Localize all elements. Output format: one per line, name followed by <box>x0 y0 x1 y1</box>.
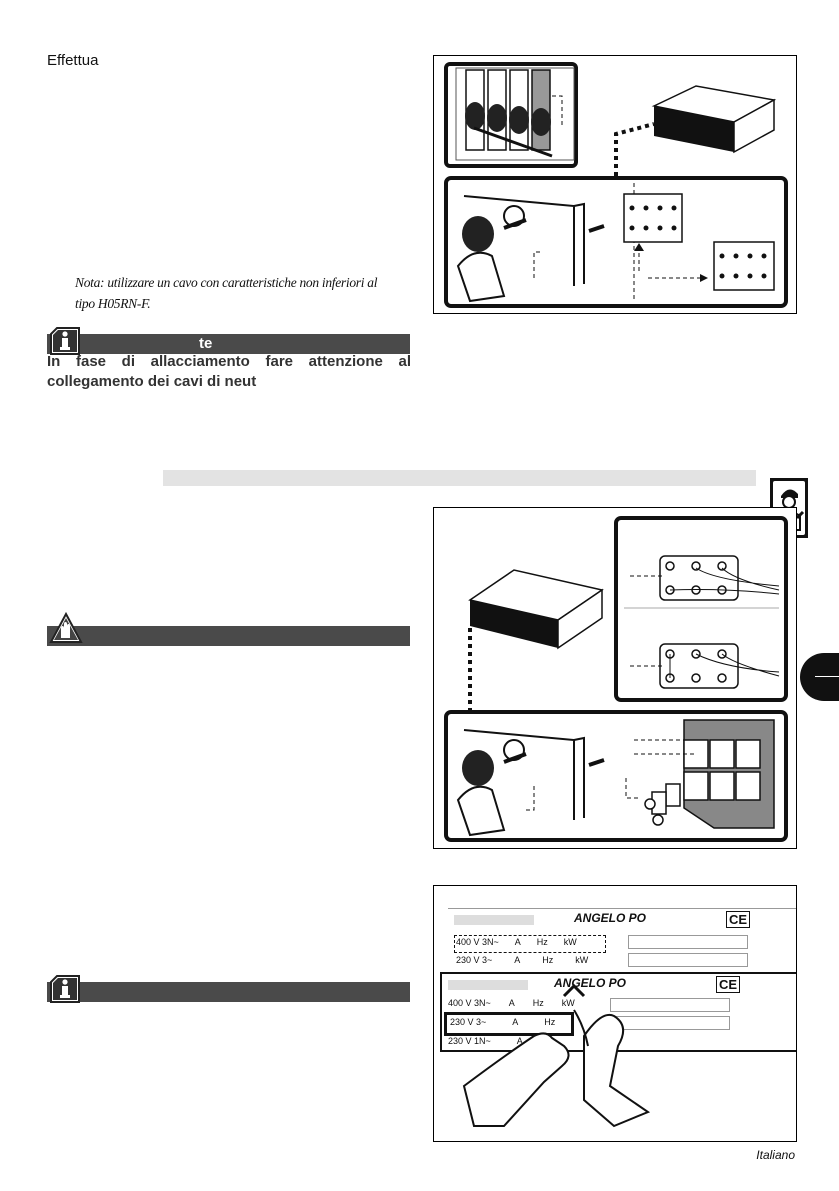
important-text <box>47 352 411 392</box>
figure-power-connection <box>433 55 797 314</box>
brand-logo: ANGELO PO <box>554 976 627 990</box>
footer-language: Italiano <box>756 1148 795 1162</box>
hands-drawing <box>434 886 796 1141</box>
figure-1-drawing <box>434 56 796 313</box>
note-line-2: tipo H05RN-F. <box>75 296 151 311</box>
figure-terminal-board <box>433 507 797 849</box>
intro-text: Effettua <box>47 52 99 69</box>
ce-mark: CE <box>726 911 750 928</box>
important-line-1: In fase di allacciamento fare attenzione al <box>47 353 411 370</box>
important-bar <box>47 334 410 354</box>
tab-line <box>815 676 839 677</box>
brand-logo: ANGELO PO <box>574 911 647 925</box>
section-heading-band <box>163 470 756 486</box>
info-icon <box>49 974 81 1004</box>
info-bar <box>47 982 410 1002</box>
plate-row-a: 400 V 3N~ A Hz kW <box>448 998 575 1008</box>
note-line-1: Nota: utilizzare un cavo con caratteristiche non inferiori al <box>75 275 378 290</box>
cable-note <box>75 272 413 314</box>
figure-2-drawing <box>434 508 796 848</box>
figure-rating-plate <box>433 885 797 1142</box>
warning-bar <box>47 626 410 646</box>
warning-hand-icon <box>49 612 83 646</box>
plate-row-c: 230 V 1N~ A <box>448 1036 523 1046</box>
plate-row-b: 230 V 3~ A Hz <box>450 1017 556 1027</box>
ce-mark: CE <box>716 976 740 993</box>
important-label: te <box>199 335 213 352</box>
plate-row-2: 230 V 3~ A Hz kW <box>456 955 589 965</box>
language-tab <box>800 653 839 701</box>
plate-row-1: 400 V 3N~ A Hz kW <box>456 937 577 947</box>
important-line-2: collegamento dei cavi di neut <box>47 373 257 390</box>
